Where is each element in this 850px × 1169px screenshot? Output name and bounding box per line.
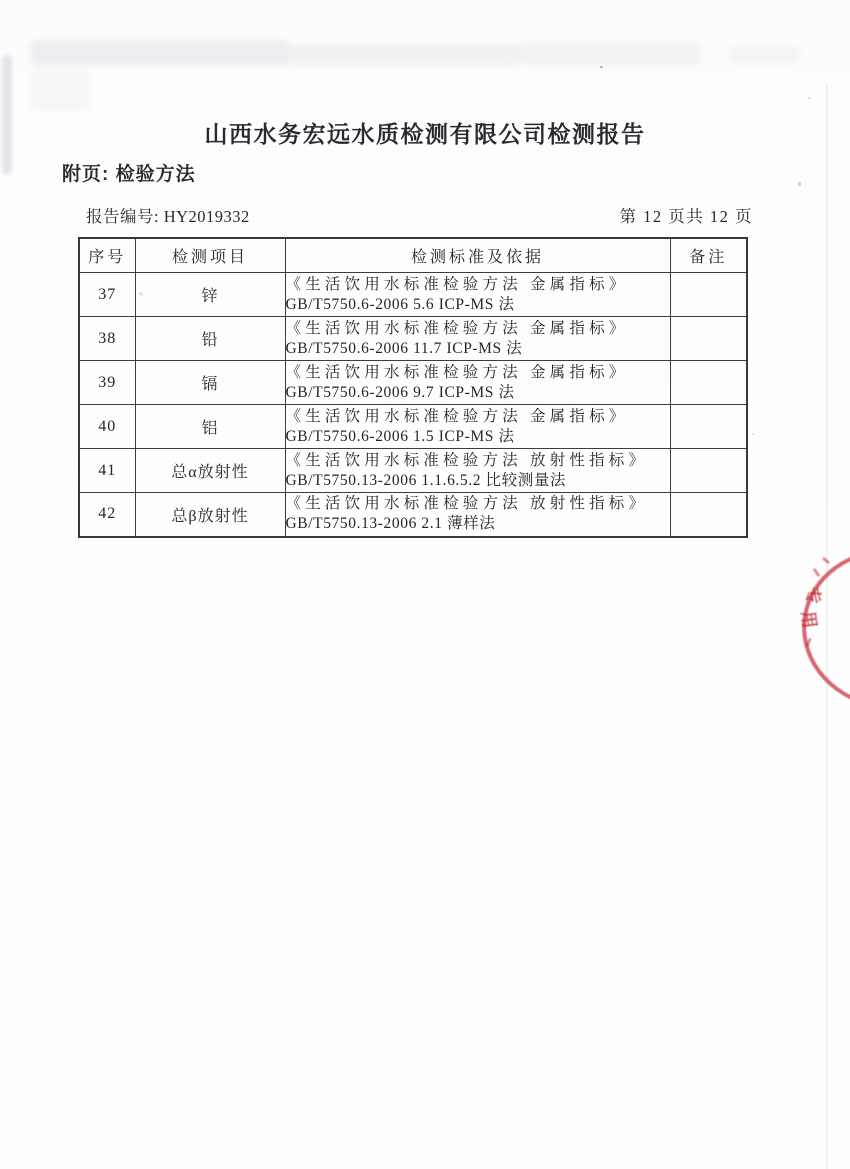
header-no: 序号 <box>79 238 135 273</box>
scan-smudge <box>520 42 700 66</box>
scan-smudge <box>730 46 800 64</box>
scan-smudge <box>2 55 12 175</box>
row-number: 41 <box>79 449 135 493</box>
red-seal-fragment <box>790 545 850 690</box>
table-row <box>79 405 747 449</box>
standard-title: 《生活饮用水标准检验方法 金属指标》 <box>285 319 629 337</box>
standard-title: 《生活饮用水标准检验方法 放射性指标》 <box>285 451 649 469</box>
test-item: 铅 <box>135 317 285 361</box>
page-indicator: 第 12 页共 12 页 <box>619 207 753 226</box>
seal-glyph-fragment <box>822 557 830 564</box>
remark-cell <box>670 405 747 449</box>
standard-title: 《生活饮用水标准检验方法 放射性指标》 <box>285 495 649 513</box>
header-remark: 备注 <box>670 238 747 273</box>
header-standard: 检测标准及依据 <box>285 238 670 273</box>
standard-ref: GB/T5750.6-2006 9.7 ICP-MS 法 <box>285 383 515 401</box>
standard-cell <box>285 317 670 361</box>
table-row <box>79 493 747 537</box>
remark-cell <box>670 493 747 537</box>
table-row <box>79 317 747 361</box>
test-item: 总β放射性 <box>135 493 285 537</box>
standard-ref: GB/T5750.6-2006 1.5 ICP-MS 法 <box>285 427 515 445</box>
seal-glyph-fragment <box>813 568 821 577</box>
standard-cell <box>285 493 670 537</box>
table-row <box>79 361 747 405</box>
seal-character: 用 <box>797 610 820 630</box>
standard-title: 《生活饮用水标准检验方法 金属指标》 <box>285 275 629 293</box>
standard-ref: GB/T5750.13-2006 2.1 薄样法 <box>285 515 496 533</box>
scan-smudge <box>30 40 290 66</box>
standard-cell <box>285 273 670 317</box>
test-item: 总α放射性 <box>135 449 285 493</box>
remark-cell <box>670 361 747 405</box>
scan-speck <box>752 433 754 435</box>
standard-cell <box>285 361 670 405</box>
meta-row <box>0 203 850 227</box>
seal-character: 专 <box>801 585 824 607</box>
scan-speck <box>808 97 810 99</box>
scan-smudge <box>30 70 90 110</box>
standard-cell <box>285 449 670 493</box>
header-item: 检测项目 <box>135 238 285 273</box>
standard-ref: GB/T5750.13-2006 1.1.6.5.2 比较测量法 <box>285 471 567 489</box>
scan-speck <box>798 182 801 186</box>
scan-speck <box>600 66 603 68</box>
row-number: 39 <box>79 361 135 405</box>
row-number: 37 <box>79 273 135 317</box>
standard-title: 《生活饮用水标准检验方法 金属指标》 <box>285 363 629 381</box>
row-number: 38 <box>79 317 135 361</box>
remark-cell <box>670 449 747 493</box>
remark-cell <box>670 273 747 317</box>
test-item: 锌 <box>135 273 285 317</box>
row-number: 42 <box>79 493 135 537</box>
standard-title: 《生活饮用水标准检验方法 金属指标》 <box>285 407 629 425</box>
remark-cell <box>670 317 747 361</box>
section-subtitle: 附页: 检验方法 <box>62 164 196 185</box>
table-header-row <box>79 238 747 273</box>
methods-table <box>78 237 748 538</box>
standard-ref: GB/T5750.6-2006 11.7 ICP-MS 法 <box>285 339 523 357</box>
row-number: 40 <box>79 405 135 449</box>
table-row <box>79 449 747 493</box>
standard-cell <box>285 405 670 449</box>
standard-ref: GB/T5750.6-2006 5.6 ICP-MS 法 <box>285 295 515 313</box>
page-title: 山西水务宏远水质检测有限公司检测报告 <box>204 121 646 147</box>
test-item: 镉 <box>135 361 285 405</box>
table-row <box>79 273 747 317</box>
scan-smudge <box>290 44 520 66</box>
report-number: 报告编号: HY2019332 <box>86 207 250 226</box>
test-item: 铝 <box>135 405 285 449</box>
